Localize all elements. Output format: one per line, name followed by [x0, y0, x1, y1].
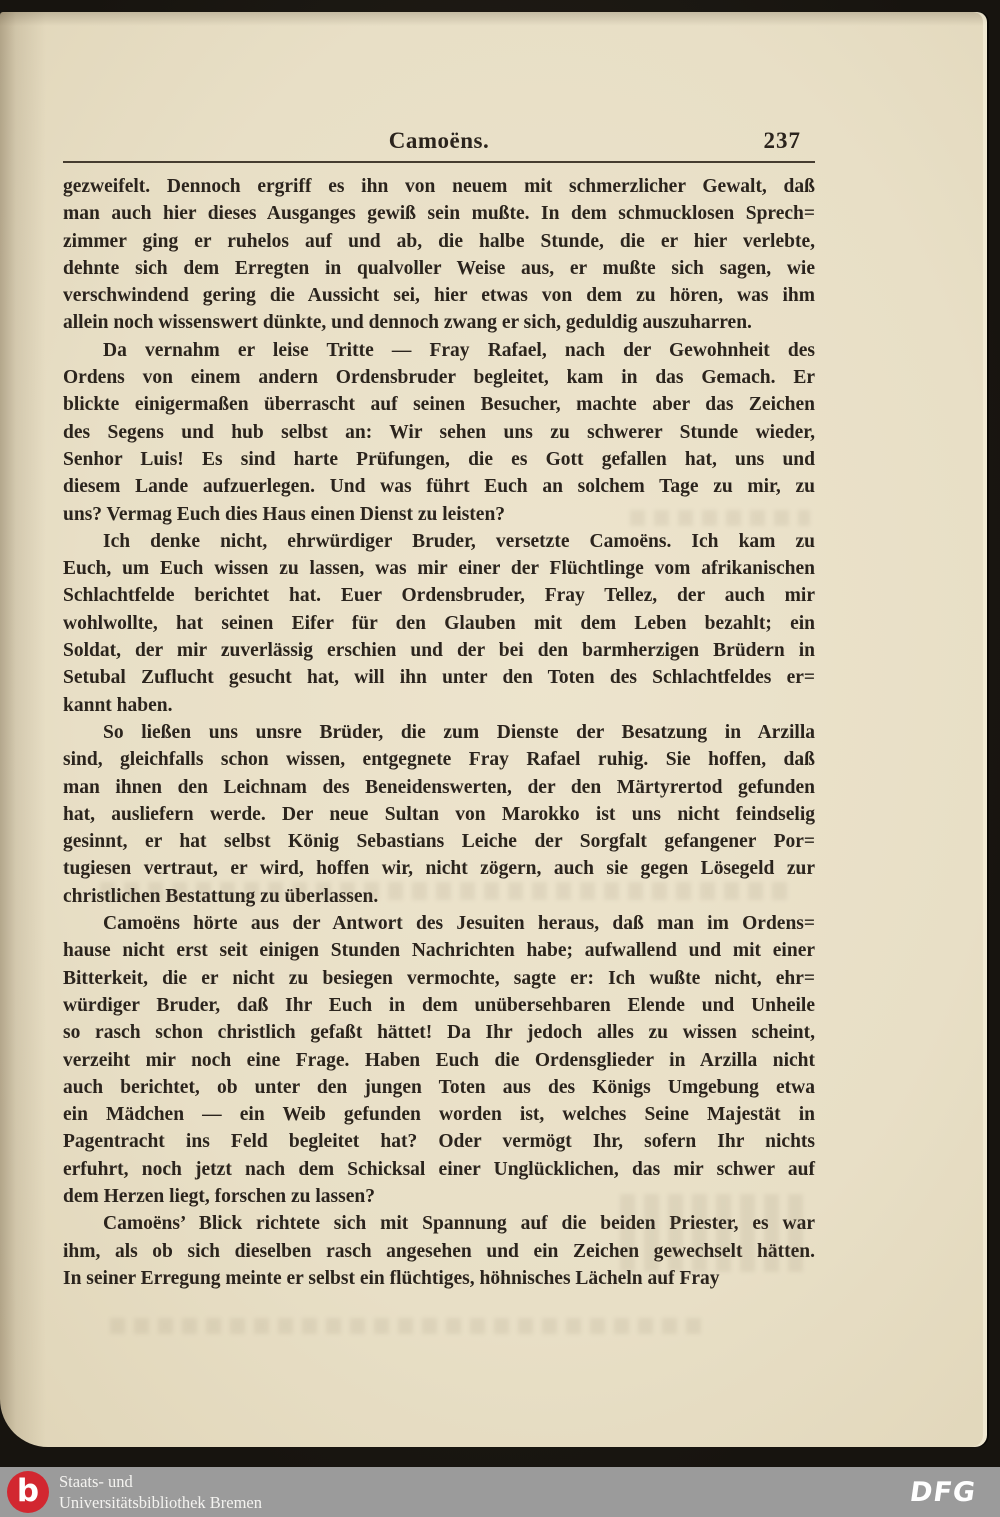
text-line: dem Herzen liegt, forschen zu lassen? — [63, 1185, 375, 1207]
library-footer-bar — [0, 1467, 1000, 1517]
text-line: Camoëns hörte aus der Antwort des Jesuiten heraus, daß man im Ordens= — [103, 913, 815, 935]
text-line: dehnte sich dem Erregten in qualvoller Weise aus, er mußte sich sagen, wie — [63, 257, 815, 279]
text-line: man ihnen den Leichnam des Beneidenswerten, der den Märtyrertod gefunden — [63, 776, 815, 798]
header-rule — [63, 161, 815, 163]
text-line: allein noch wissenswert dünkte, und dennoch zwang er sich, geduldig auszuharren. — [63, 312, 752, 334]
text-line: Camoëns’ Blick richtete sich mit Spannung auf die beiden Priester, es war — [103, 1213, 815, 1235]
page-title: Camoëns. — [388, 128, 490, 153]
library-name-line2: Universitätsbibliothek Bremen — [59, 1493, 263, 1512]
text-line: Senhor Luis! Es sind harte Prüfungen, die es Gott gefallen hat, uns und — [63, 448, 815, 470]
text-line: erfuhrt, noch jetzt nach dem Schicksal einer Unglücklichen, das mir schwer auf — [63, 1158, 815, 1180]
text-line: so rasch schon christlich gefaßt hättet! Da Ihr jedoch alles zu wissen scheint, — [63, 1022, 815, 1044]
text-line: So ließen uns unsre Brüder, die zum Dienste der Besatzung in Arzilla — [103, 721, 815, 743]
text-line: hause nicht erst seit einigen Stunden Nachrichten habe; aufwallend und mit einer — [63, 940, 815, 962]
bleedthrough-mark — [110, 1318, 710, 1334]
text-line: des Segens und hub selbst an: Wir sehen uns zu schwerer Stunde wieder, — [63, 421, 815, 443]
text-line: blickte einigermaßen überrascht auf seinen Besucher, machte aber das Zeichen — [63, 394, 815, 416]
text-line: wohlwollte, hat seinen Eifer für den Glauben mit dem Leben bezahlt; ein — [63, 612, 815, 634]
text-line: verzeiht mir noch eine Frage. Haben Euch die Ordensglieder in Arzilla nicht — [63, 1049, 815, 1071]
page-number: 237 — [763, 128, 801, 153]
text-line: gezweifelt. Dennoch ergriff es ihn von neuem mit schmerzlicher Gewalt, daß — [63, 176, 815, 197]
text-line: würdiger Bruder, daß Ihr Euch in dem unübersehbaren Elende und Unheile — [63, 994, 815, 1016]
text-line: zimmer ging er ruhelos auf und ab, die halbe Stunde, die er hier verlebte, — [63, 230, 815, 252]
text-line: Ordens von einem andern Ordensbruder begleitet, kam in das Gemach. Er — [63, 367, 815, 389]
book-page — [0, 12, 987, 1447]
text-line: ihm, als ob sich dieselben rasch angesehen und ein Zeichen gewechselt hätten. — [63, 1240, 815, 1262]
dfg-logo-icon: DFG — [907, 1477, 979, 1508]
text-line: sind, gleichfalls schon wissen, entgegnete Fray Rafael ruhig. Sie hoffen, daß — [63, 749, 815, 771]
text-line: Ich denke nicht, ehrwürdiger Bruder, versetzte Camoëns. Ich kam zu — [103, 530, 815, 552]
text-block — [63, 173, 815, 1292]
text-line: Pagentracht ins Feld begleitet hat? Oder vermögt Ihr, sofern Ihr nichts — [63, 1131, 815, 1153]
running-header — [63, 128, 815, 158]
text-line: Soldat, der mir zuverlässig erschien und der bei den barmherzigen Brüdern in — [63, 640, 815, 662]
text-line: verschwindend gering die Aussicht sei, hier etwas von dem zu hören, was ihm — [63, 285, 815, 307]
text-line: ein Mädchen — ein Weib gefunden worden ist, welches Seine Majestät in — [63, 1104, 815, 1126]
text-line: Setubal Zuflucht gesucht hat, will ihn unter den Toten des Schlachtfeldes er= — [63, 667, 815, 689]
text-line: diesem Lande aufzuerlegen. Und was führt Euch an solchem Tage zu mir, zu — [63, 476, 815, 498]
text-line: In seiner Erregung meinte er selbst ein flüchtiges, höhnisches Lächeln auf Fray — [63, 1267, 720, 1289]
text-line: kannt haben. — [63, 694, 173, 716]
text-line: christlichen Bestattung zu überlassen. — [63, 885, 379, 907]
text-line: Da vernahm er leise Tritte — Fray Rafael, nach der Gewohnheit des — [103, 339, 815, 361]
library-name — [59, 1471, 262, 1513]
text-line: Bitterkeit, die er nicht zu besiegen vermochte, sagte er: Ich wußte nicht, ehr= — [63, 967, 815, 989]
text-line: auch berichtet, ob unter den jungen Toten aus des Königs Umgebung etwa — [63, 1076, 815, 1098]
text-line: gesinnt, er hat selbst König Sebastians Leiche der Sorgfalt gefangener Por= — [63, 831, 815, 853]
text-line: Schlachtfelde berichtet hat. Euer Ordensbruder, Fray Tellez, der auch mir — [63, 585, 815, 607]
text-line: Euch, um Euch wissen zu lassen, was mir einer der Flüchtlinge vom afrikanischen — [63, 558, 815, 580]
library-name-line1: Staats- und — [59, 1472, 133, 1491]
text-line: uns? Vermag Euch dies Haus einen Dienst zu leisten? — [63, 503, 506, 525]
text-line: hat, ausliefern werde. Der neue Sultan von Marokko ist uns nicht feindselig — [63, 803, 815, 825]
text-line: tugiesen vertraut, er wird, hoffen wir, nicht zögern, auch sie gegen Lösegeld zur — [63, 858, 815, 880]
text-line: man auch hier dieses Ausganges gewiß sein mußte. In dem schmucklosen Sprech= — [63, 203, 815, 225]
suub-bremen-logo-icon: b — [7, 1471, 49, 1513]
